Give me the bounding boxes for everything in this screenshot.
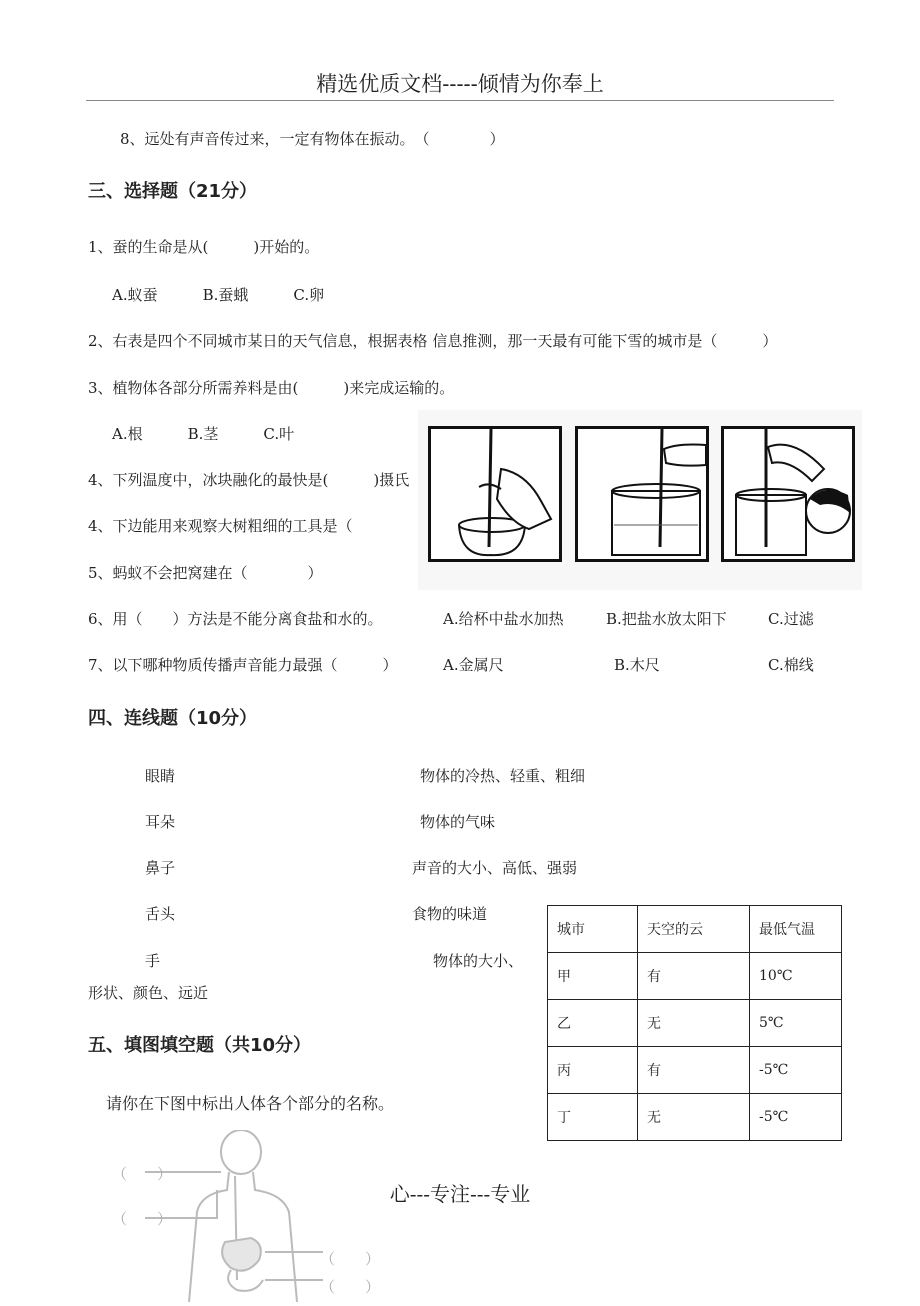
matching-left-eye: 眼睛 — [145, 767, 176, 785]
header-rule — [86, 100, 834, 101]
table-header-row — [548, 906, 842, 953]
table-row — [548, 1094, 842, 1141]
diagram-blank-3[interactable]: （ ） — [320, 1250, 381, 1268]
page-header: 精选优质文档-----倾情为你奉上 — [316, 72, 604, 96]
table-cell: 10℃ — [750, 953, 842, 1000]
table-cell: 无 — [638, 1000, 750, 1047]
table-cell: 5℃ — [750, 1000, 842, 1047]
section-4-title: 四、连线题（10分） — [88, 708, 258, 729]
question-3: 3、植物体各部分所需养料是由( )来完成运输的。 — [88, 379, 455, 397]
diagram-blank-2[interactable]: （ ） — [112, 1210, 173, 1228]
page-footer: 心---专注---专业 — [389, 1182, 531, 1206]
matching-right-5-wrap: 形状、颜色、远近 — [88, 984, 209, 1002]
question-7-option-c: C.棉线 — [768, 656, 814, 674]
matching-left-tongue: 舌头 — [145, 905, 176, 923]
figure-panel-reading — [721, 426, 855, 562]
table-row — [548, 953, 842, 1000]
question-5: 5、蚂蚁不会把窝建在（ ） — [88, 564, 323, 582]
figure-panel-holding — [575, 426, 709, 562]
table-cell: 有 — [638, 953, 750, 1000]
thermometer-figure — [418, 410, 862, 590]
table-cell: -5℃ — [750, 1094, 842, 1141]
table-header-cell: 天空的云 — [638, 906, 750, 953]
table-cell: 无 — [638, 1094, 750, 1141]
question-7-option-a: A.金属尺 — [443, 656, 504, 674]
table-header-cell: 最低气温 — [750, 906, 842, 953]
table-header-cell: 城市 — [548, 906, 638, 953]
matching-left-ear: 耳朵 — [145, 813, 176, 831]
figure-panel-stirring — [428, 426, 562, 562]
question-6-option-b: B.把盐水放太阳下 — [606, 610, 727, 628]
matching-right-3: 声音的大小、高低、强弱 — [412, 859, 578, 877]
matching-left-hand: 手 — [145, 952, 161, 970]
section-3-title: 三、选择题（21分） — [88, 181, 258, 202]
question-1-options: A.蚁蚕 B.蚕蛾 C.卵 — [112, 286, 325, 304]
table-cell: 甲 — [548, 953, 638, 1000]
table-cell: 乙 — [548, 1000, 638, 1047]
matching-right-4: 食物的味道 — [412, 905, 488, 923]
question-4a: 4、下列温度中，冰块融化的最快是( )摄氏 — [88, 471, 410, 489]
matching-right-2: 物体的气味 — [420, 813, 496, 831]
question-7-option-b: B.木尺 — [614, 656, 660, 674]
section-5-instruction: 请你在下图中标出人体各个部分的名称。 — [106, 1094, 395, 1113]
table-cell: 有 — [638, 1047, 750, 1094]
table-cell: 丁 — [548, 1094, 638, 1141]
diagram-blank-4[interactable]: （ ） — [320, 1278, 381, 1296]
table-row — [548, 1000, 842, 1047]
matching-right-5: 物体的大小、 — [433, 952, 524, 970]
table-row — [548, 1047, 842, 1094]
question-6: 6、用（ ）方法是不能分离食盐和水的。 — [88, 610, 383, 628]
table-cell: -5℃ — [750, 1047, 842, 1094]
question-2: 2、右表是四个不同城市某日的天气信息，根据表格 信息推测，那一天最有可能下雪的城市是（ ） — [88, 332, 778, 350]
section-5-title: 五、填图填空题（共10分） — [88, 1035, 312, 1056]
question-8-truefalse: 8、远处有声音传过来，一定有物体在振动。 （ ） — [120, 130, 505, 148]
matching-left-nose: 鼻子 — [145, 859, 176, 877]
question-4b: 4、下边能用来观察大树粗细的工具是（ — [88, 517, 353, 535]
table-cell: 丙 — [548, 1047, 638, 1094]
matching-right-1: 物体的冷热、轻重、粗细 — [420, 767, 586, 785]
question-6-option-c: C.过滤 — [768, 610, 814, 628]
question-1: 1、蚕的生命是从( )开始的。 — [88, 238, 320, 256]
question-3-options: A.根 B.茎 C.叶 — [112, 425, 295, 443]
question-7: 7、以下哪种物质传播声音能力最强（ ） — [88, 656, 398, 674]
diagram-blank-1[interactable]: （ ） — [112, 1165, 173, 1183]
weather-table — [547, 905, 842, 1141]
question-6-option-a: A.给杯中盐水加热 — [443, 610, 564, 628]
